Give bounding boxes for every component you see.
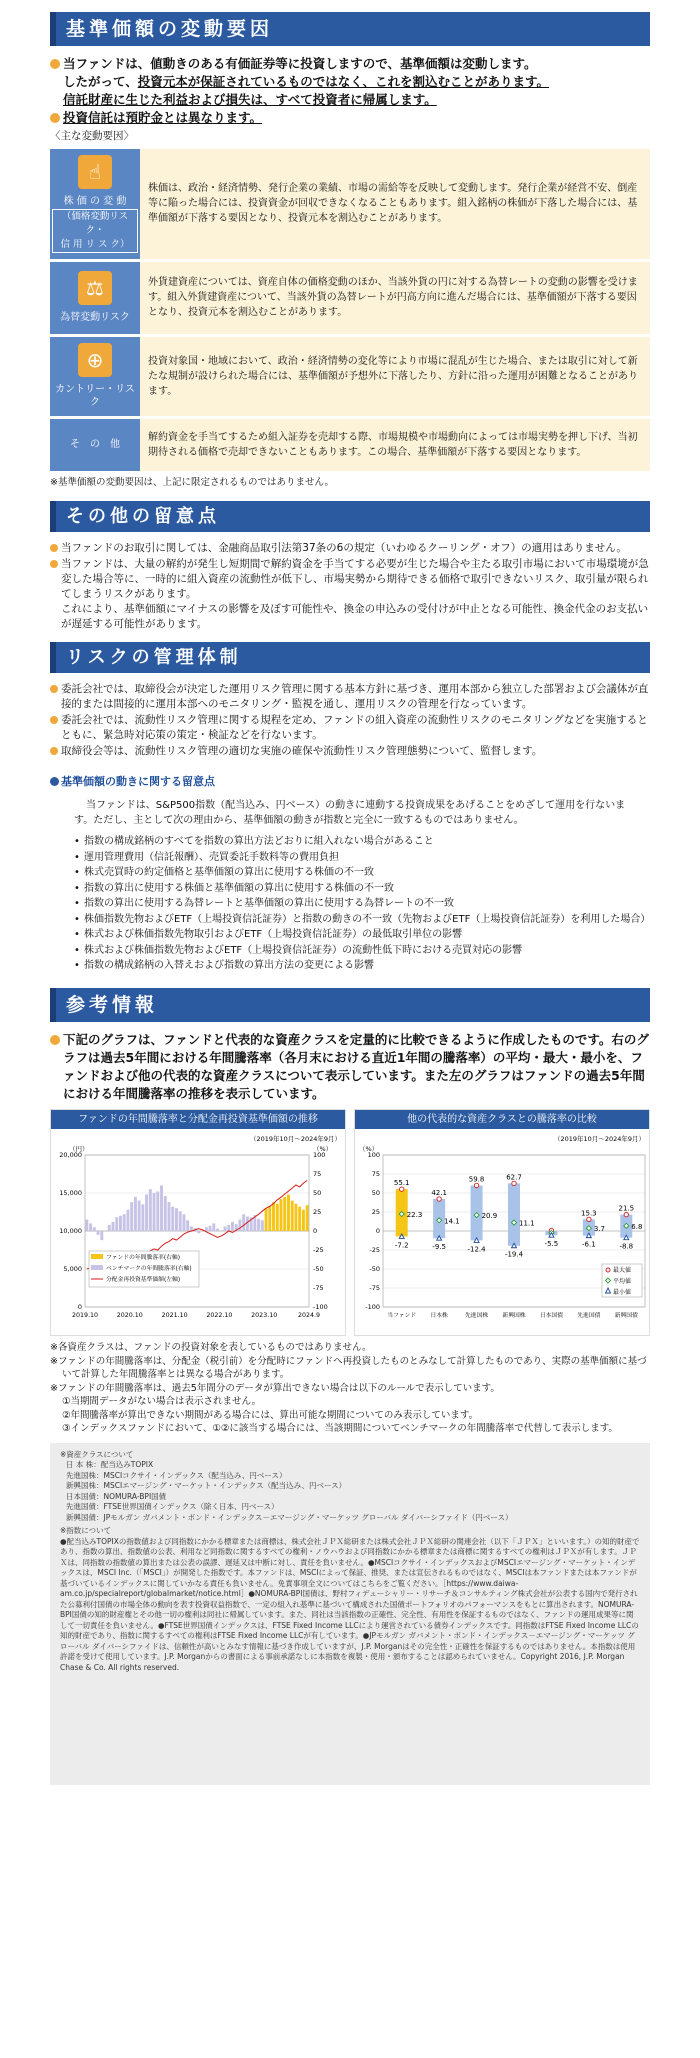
benchmark-bar bbox=[130, 1202, 133, 1231]
nav-notes-list bbox=[50, 834, 650, 974]
data-label: 42.1 bbox=[431, 1188, 447, 1197]
fund-bar bbox=[302, 1210, 305, 1231]
data-label: -8.8 bbox=[619, 1242, 634, 1251]
risk-row: そ の 他 解約資金を手当てするため組入証券を売却する際、市場規模や市場動向によっては市場実勢を押し下げ、当初期待される価格で売却できないこともあります。この場合、基準価額が下落する要因となります。 bbox=[50, 419, 650, 471]
list-item: • 指数の算出に使用する為替レートと基準価額の算出に使用する為替レートの不一致 bbox=[74, 896, 650, 912]
benchmark-bar bbox=[89, 1223, 92, 1231]
benchmark-bar bbox=[97, 1231, 100, 1235]
axis-unit-left: （円） bbox=[69, 1144, 89, 1153]
risk-row: ☝ 株 価 の 変 動 （価格変動リスク・ 信 用 リ ス ク） 株価は、政治・経済情勢、発行企業の業績、市場の需給等を反映して変動します。発行企業が経営不安、倒産等に陥った場合には、投資資金が回収できなくなることもあります。組入銘柄の株価が下落した場合には、基準価額が下落する要因となり、投資元本を割込むことがあります。 bbox=[50, 149, 650, 259]
globe-icon: ⊕ bbox=[78, 343, 112, 377]
max-marker bbox=[587, 1217, 591, 1221]
benchmark-bar bbox=[160, 1185, 163, 1231]
chart-period: （2019年10月～2024年9月） bbox=[554, 1134, 645, 1143]
chart-footnotes: ※各資産クラスは、ファンドの投資対象を表しているものではありません。 ※ファンドの年間騰落率は、分配金（税引前）を分配時にファンドへ再投資したものとみなして計算したものであり、実際の基準価額に基づいて計算した年間騰落率とは異なる場合があります。 ※ファンドの年間騰落率は、過去5年間分のデータが算出できない場合は以下のルールで表示しています。 ①当期間データがない場合は表示されません。 ②年間騰落率が算出できない期間がある場合には、算出可能な期間についてのみ表示しています。 ③インデックスファンドにおいて、①②に該当する場合には、当該期間についてベンチマークの年間騰落率で代替して表示します。 bbox=[50, 1342, 647, 1435]
fund-bar bbox=[287, 1194, 290, 1230]
data-label: 20.9 bbox=[481, 1211, 498, 1220]
benchmark-bar bbox=[138, 1200, 141, 1230]
axis-unit: （%） bbox=[359, 1144, 379, 1153]
benchmark-bar bbox=[145, 1194, 148, 1230]
data-label: 14.1 bbox=[444, 1217, 460, 1226]
tick-label-left: 10,000 bbox=[59, 1226, 82, 1235]
benchmark-bar bbox=[85, 1219, 88, 1230]
max-marker bbox=[474, 1183, 478, 1187]
tick-label-x: 2022.10 bbox=[206, 1311, 233, 1319]
tick-label-y: -25 bbox=[369, 1245, 380, 1254]
legend-swatch bbox=[91, 1254, 103, 1259]
benchmark-bar bbox=[209, 1226, 212, 1231]
tick-label-y: 75 bbox=[371, 1169, 380, 1178]
data-label: 62.7 bbox=[506, 1173, 522, 1182]
data-label: -7.2 bbox=[394, 1241, 409, 1250]
legend-label: 最大値 bbox=[613, 1266, 632, 1274]
benchmark-bar bbox=[168, 1202, 171, 1231]
tick-label-left: 5,000 bbox=[63, 1264, 82, 1273]
list-item: • 指数の構成銘柄のすべてを指数の算出方法どおりに組入れない場合があること bbox=[74, 834, 650, 850]
tick-label-y: -50 bbox=[369, 1264, 380, 1273]
legend-swatch bbox=[91, 1265, 103, 1270]
benchmark-bar bbox=[227, 1225, 230, 1231]
benchmark-bar bbox=[220, 1230, 223, 1231]
data-label: -19.4 bbox=[504, 1250, 524, 1259]
benchmark-bar bbox=[126, 1210, 129, 1231]
list-item: • 運用管理費用（信託報酬）、売買委託手数料等の費用負担 bbox=[74, 850, 650, 866]
benchmark-bar bbox=[108, 1225, 111, 1231]
list-item: • 株式および株価指数先物取引およびETF（上場投資信託証券）の最低取引単位の影響 bbox=[74, 927, 650, 943]
data-label: 22.3 bbox=[406, 1210, 423, 1219]
hand-chart-icon: ☝ bbox=[78, 155, 112, 189]
risk-table bbox=[50, 146, 650, 474]
list-item: • 指数の構成銘柄の入替えおよび指数の算出方法の変更による影響 bbox=[74, 958, 650, 974]
fund-bar bbox=[306, 1205, 309, 1231]
tick-label-y: 0 bbox=[375, 1226, 380, 1235]
data-label: 55.1 bbox=[393, 1178, 410, 1187]
tick-label-y: 50 bbox=[371, 1188, 380, 1197]
main-factors-label: 〈主な変動要因〉 bbox=[50, 130, 134, 142]
asset-class-svg bbox=[355, 1129, 649, 1331]
fund-bar bbox=[291, 1200, 294, 1230]
reference-intro: 下記のグラフは、ファンドと代表的な資産クラスを定量的に比較できるように作成したものです。右のグラフは過去5年間における年間騰落率（各月末における直近1年間の騰落率）の平均・最大・最小を、ファンドおよび他の代表的な資産クラスについて表示しています。また左のグラフはファンドの過去5年間における年間騰落率の推移を表示しています。 bbox=[50, 1031, 650, 1103]
benchmark-bar bbox=[246, 1216, 249, 1230]
benchmark-bar bbox=[197, 1231, 200, 1233]
tick-label-y: -100 bbox=[365, 1302, 380, 1311]
legend-label: ファンドの年間騰落率(右軸) bbox=[106, 1254, 180, 1261]
section-header-reference: 参考情報 bbox=[50, 988, 650, 1022]
category-label: 先進国債 bbox=[577, 1312, 601, 1319]
category-label: 当ファンド bbox=[387, 1312, 417, 1319]
benchmark-bar bbox=[156, 1191, 159, 1231]
benchmark-bar bbox=[123, 1214, 126, 1231]
category-label: 新興国債 bbox=[614, 1312, 638, 1319]
data-label: -9.5 bbox=[432, 1243, 446, 1252]
tick-label-right: -75 bbox=[313, 1283, 324, 1292]
fund-bar bbox=[283, 1197, 286, 1231]
benchmark-bar bbox=[141, 1204, 144, 1231]
tick-label-left: 0 bbox=[77, 1302, 82, 1311]
fund-bar bbox=[294, 1203, 297, 1230]
data-label: 15.3 bbox=[581, 1209, 597, 1218]
benchmark-bar bbox=[224, 1226, 227, 1231]
nav-notes-paragraph: 当ファンドは、S&P500指数（配当込み、円ベース）の動きに連動する投資成果をあげることをめざして運用を行ないます。ただし、主として次の理由から、基準価額の動きが指数と完全に一致するものではありません。 bbox=[74, 800, 626, 827]
tick-label-left: 20,000 bbox=[59, 1150, 82, 1159]
benchmark-bar bbox=[212, 1223, 215, 1231]
category-label: 先進国株 bbox=[464, 1312, 489, 1319]
risk-row: ⊕ カントリー・リスク 投資対象国・地域において、政治・経済情勢の変化等により市場に混乱が生じた場合、または取引に対して新たな規制が設けられた場合には、基準価額が予想外に下落したり、方針に沿った運用が困難となることがあります。 bbox=[50, 337, 650, 416]
tick-label-x: 2021.10 bbox=[161, 1311, 188, 1319]
benchmark-bar bbox=[242, 1214, 245, 1231]
max-marker bbox=[437, 1197, 441, 1201]
list-item: 日本国債：NOMURA-BPI国債 bbox=[66, 1491, 167, 1501]
section-header-price-factors: 基準価額の変動要因 bbox=[50, 12, 650, 46]
axis-unit-right: （%） bbox=[313, 1144, 333, 1153]
chart-period: （2019年10月～2024年9月） bbox=[250, 1134, 341, 1143]
tick-label-right: 75 bbox=[313, 1169, 322, 1178]
max-marker bbox=[624, 1212, 628, 1216]
benchmark-bar bbox=[261, 1220, 264, 1231]
legend-swatch bbox=[606, 1268, 610, 1272]
tick-label-right: -100 bbox=[313, 1302, 328, 1311]
benchmark-bar bbox=[182, 1214, 185, 1231]
fund-bar bbox=[265, 1208, 268, 1231]
benchmark-bar bbox=[134, 1197, 137, 1231]
fund-bar bbox=[272, 1202, 275, 1231]
tick-label-x: 2019.10 bbox=[71, 1311, 99, 1319]
exchange-icon: ⚖ bbox=[78, 271, 112, 305]
max-marker bbox=[400, 1187, 404, 1191]
fund-bar bbox=[280, 1199, 283, 1231]
data-label: -12.4 bbox=[467, 1245, 486, 1254]
benchmark-bar bbox=[205, 1227, 208, 1231]
list-item: 先進国債：FTSE世界国債インデックス（除く日本、円ベース） bbox=[66, 1502, 279, 1512]
list-item: 先進国株：MSCIコクサイ・インデックス（配当込み、円ベース） bbox=[66, 1470, 287, 1480]
benchmark-bar bbox=[119, 1216, 122, 1231]
data-label: 3.7 bbox=[593, 1225, 605, 1234]
benchmark-bar bbox=[179, 1211, 182, 1231]
benchmark-bar bbox=[115, 1217, 118, 1231]
section-header-other-notes: その他の留意点 bbox=[50, 501, 650, 532]
list-item: • 株式売買時の約定価格と基準価額の算出に使用する株価の不一致 bbox=[74, 865, 650, 881]
tick-label-right: -25 bbox=[313, 1245, 324, 1254]
benchmark-bar bbox=[112, 1222, 115, 1231]
range-bar bbox=[508, 1183, 520, 1245]
tick-label-right: 50 bbox=[313, 1188, 322, 1197]
list-item: 日 本 株：配当込みTOPIX bbox=[66, 1460, 154, 1470]
other-notes: 当ファンドのお取引に関しては、金融商品取引法第37条の6の規定（いわゆるクーリング・オフ）の適用はありません。 当ファンドは、大量の解約が発生し短期間で解約資金を手当てする必要が生じた場合や主たる取引市場において市場環境が急変した場合等に、一時的に組入資産の流動性が低下し、市場実勢から期待できる価格で取引できないリスク、取引量が限られてしまうリスクがあります。 これにより、基準価額にマイナスの影響を及ぼす可能性や、換金の申込みの受付けが中止となる可能性、換金代金のお支払いが遅延する可能性があります。 bbox=[50, 541, 650, 632]
price-factors-intro: 当ファンドは、値動きのある有価証券等に投資しますので、基準価額は変動します。 したがって、投資元本が保証されているものではなく、これを割込むことがあります。 信託財産に生じた利益および損失は、すべて投資者に帰属します。 投資信託は預貯金とは異なります。 bbox=[50, 55, 650, 127]
legend-label: 最小値 bbox=[613, 1288, 632, 1296]
benchmark-bar bbox=[171, 1207, 174, 1231]
fund-return-svg bbox=[51, 1129, 345, 1331]
tick-label-y: 25 bbox=[371, 1207, 380, 1216]
fund-bar bbox=[268, 1206, 271, 1231]
factors-note: ※基準価額の変動要因は、上記に限定されるものではありません。 bbox=[50, 476, 335, 488]
tick-label-y: -75 bbox=[369, 1283, 380, 1292]
tick-label-right: 25 bbox=[313, 1207, 322, 1216]
legend-label: ベンチマークの年間騰落率(右軸) bbox=[106, 1265, 192, 1272]
data-label: -5.5 bbox=[544, 1240, 559, 1249]
data-label: 11.1 bbox=[519, 1219, 535, 1228]
tick-label-x: 2024.9 bbox=[297, 1311, 321, 1319]
list-item: 新興国債：JPモルガン ガバメント・ボンド・インデックス－エマージング・マーケッツ グローバル ダイバーシファイド（円ベース） bbox=[66, 1512, 513, 1522]
chart-title: 他の代表的な資産クラスとの騰落率の比較 bbox=[355, 1110, 649, 1129]
max-marker bbox=[512, 1181, 516, 1185]
data-label: 59.8 bbox=[468, 1175, 485, 1184]
category-label: 日本国債 bbox=[539, 1312, 564, 1319]
risk-management: 委託会社では、取締役会が決定した運用リスク管理に関する基本方針に基づき、運用本部から独立した部署および会議体が直接的または間接的に運用本部へのモニタリング・監視を通し、運用リスクの管理を行なっています。 委託会社では、流動性リスク管理に関する規程を定め、ファンドの組入資産の流動性リスクのモニタリングなどを実施するとともに、緊急時対応策の策定・検証などを行ないます。 取締役会等は、流動性リスク管理の適切な実施の確保や流動性リスク管理態勢について、監督します。 bbox=[50, 682, 650, 759]
benchmark-bar bbox=[216, 1229, 219, 1231]
data-label: -6.1 bbox=[582, 1240, 596, 1249]
benchmark-bar bbox=[153, 1193, 156, 1231]
benchmark-bar bbox=[186, 1220, 189, 1231]
fund-bar bbox=[298, 1207, 301, 1231]
benchmark-bar bbox=[231, 1222, 234, 1231]
tick-label-left: 15,000 bbox=[59, 1188, 82, 1197]
data-label: 21.5 bbox=[618, 1204, 635, 1213]
list-item: • 株式および株価指数先物およびETF（上場投資信託証券）の流動性低下時における売買対応の影響 bbox=[74, 943, 650, 959]
risk-row: ⚖ 為替変動リスク 外貨建資産については、資産自体の価格変動のほか、当該外貨の円に対する為替レートの変動の影響を受けます。組入外貨建資産について、当該外貨の為替レートが円高方向に進んだ場合には、基準価額が下落する要因となり、投資元本を割込むことがあります。 bbox=[50, 262, 650, 334]
tick-label-x: 2020.10 bbox=[116, 1311, 143, 1319]
index-disclaimer: ※資産クラスについて 日 本 株：配当込みTOPIX 先進国株：MSCIコクサイ・インデックス（配当込み、円ベース） 新興国株：MSCIエマージング・マーケット・インデックス（配当込み、円ベース） 日本国債：NOMURA-BPI国債 先進国債：FTSE世界国債インデックス（除く日本、円ベース） 新興国債：JPモルガン ガバメント・ボンド・インデックス－エマージング・マーケッツ グローバル ダイバーシファイド（円ベース） ※指数について ●配当込みTOPIXの指数値および同指数にかかる標章または商標は、株式会社ＪＰＸ総研または株式会社ＪＰＸ総研の関連会社（以下「ＪＰＸ」といいます。）の知的財産であり、指数の算出、指数値の公表、利用など同指数に関するすべての権利・ノウハウおよび同指数にかかる標章または商標に関するすべての権利はＪＰＸが有します。ＪＰＸは、同指数の指数値の算出または公表の誤謬、遅延又は中断に対し、責任を負いません。●MSCIコクサイ・インデックスおよびMSCIエマージング・マーケット・インデックスは、MSCI Inc.（「MSCI」）が開発した指数です。本ファンドは、MSCIによって保証、推奨、または宣伝されるものではなく、MSCIは本ファンドまたは本ファンドが基づいているインデックスに関していかなる責任も負いません。免責事項全文についてはこちらをご覧ください。［https://www.daiwa-am.co.jp/specialreport/globalmarket/notice.html］●NOMURA-BPI国債は、野村フィデューシャリー・リサーチ＆コンサルティング株式会社が公表する国内で発行された公募利付国債の市場全体の動向を表す投資収益指数で、一定の組入れ基準に基づいて構成された国債ポートフォリオのパフォーマンスをもとに算出されます。NOMURA-BPI国債の知的財産権とその他一切の権利は同社に帰属しています。また、同社は当該指数の正確性、完全性、有用性を保証するものではなく、ファンドの運用成果等に関して一切責任を負いません。●FTSE世界国債インデックスは、FTSE Fixed Income LLCにより運営されている債券インデックスです。同指数はFTSE Fixed Income LLCの知的財産であり、指数に関するすべての権利はFTSE Fixed Income LLCが有しています。●JPモルガン ガバメント・ボンド・インデックス－エマージング・マーケッツ グローバル ダイバーシファイドは、信頼性が高いとみなす情報に基づき作成していますが、J.P. Morganはその完全性・正確性を保証するものではありません。本指数は使用許諾を受けて使用しています。J.P. Morganからの書面による事前承諾なしに本指数を複製・使用・頒布することは認められていません。Copyright 2016, J.P. Morgan Chase & Co. All rights reserved. bbox=[50, 1443, 650, 1785]
tick-label-right: 0 bbox=[313, 1226, 318, 1235]
list-item: 新興国株：MSCIエマージング・マーケット・インデックス（配当込み、円ベース） bbox=[66, 1481, 347, 1491]
benchmark-bar bbox=[93, 1227, 96, 1231]
tick-label-y: 100 bbox=[367, 1150, 380, 1159]
tick-label-right: -50 bbox=[313, 1264, 324, 1273]
benchmark-bar bbox=[164, 1196, 167, 1231]
benchmark-bar bbox=[100, 1231, 103, 1240]
section-header-risk-management: リスクの管理体制 bbox=[50, 642, 650, 673]
tick-label-x: 2023.10 bbox=[251, 1311, 278, 1319]
fund-return-chart bbox=[50, 1109, 346, 1337]
asset-class-chart bbox=[354, 1109, 650, 1337]
chart-title: ファンドの年間騰落率と分配金再投資基準価額の推移 bbox=[51, 1110, 345, 1129]
tick-label-right: 100 bbox=[313, 1150, 326, 1159]
benchmark-bar bbox=[238, 1219, 241, 1230]
category-label: 新興国株 bbox=[502, 1312, 526, 1319]
list-item: • 指数の算出に使用する株価と基準価額の算出に使用する株価の不一致 bbox=[74, 881, 650, 897]
legend-label: 分配金再投資基準価額(左軸) bbox=[106, 1276, 181, 1283]
category-label: 日本株 bbox=[430, 1312, 448, 1319]
benchmark-bar bbox=[149, 1189, 152, 1231]
data-label: 6.8 bbox=[631, 1222, 643, 1231]
benchmark-bar bbox=[175, 1208, 178, 1231]
benchmark-bar bbox=[257, 1219, 260, 1231]
fund-bar bbox=[276, 1203, 279, 1230]
list-item: • 株価指数先物およびETF（上場投資信託証券）と指数の動きの不一致（先物およびETF（上場投資信託証券）を利用した場合） bbox=[74, 912, 650, 928]
legend-label: 平均値 bbox=[613, 1277, 632, 1285]
subheading-nav-notes: 基準価額の動きに関する留意点 bbox=[50, 775, 650, 790]
